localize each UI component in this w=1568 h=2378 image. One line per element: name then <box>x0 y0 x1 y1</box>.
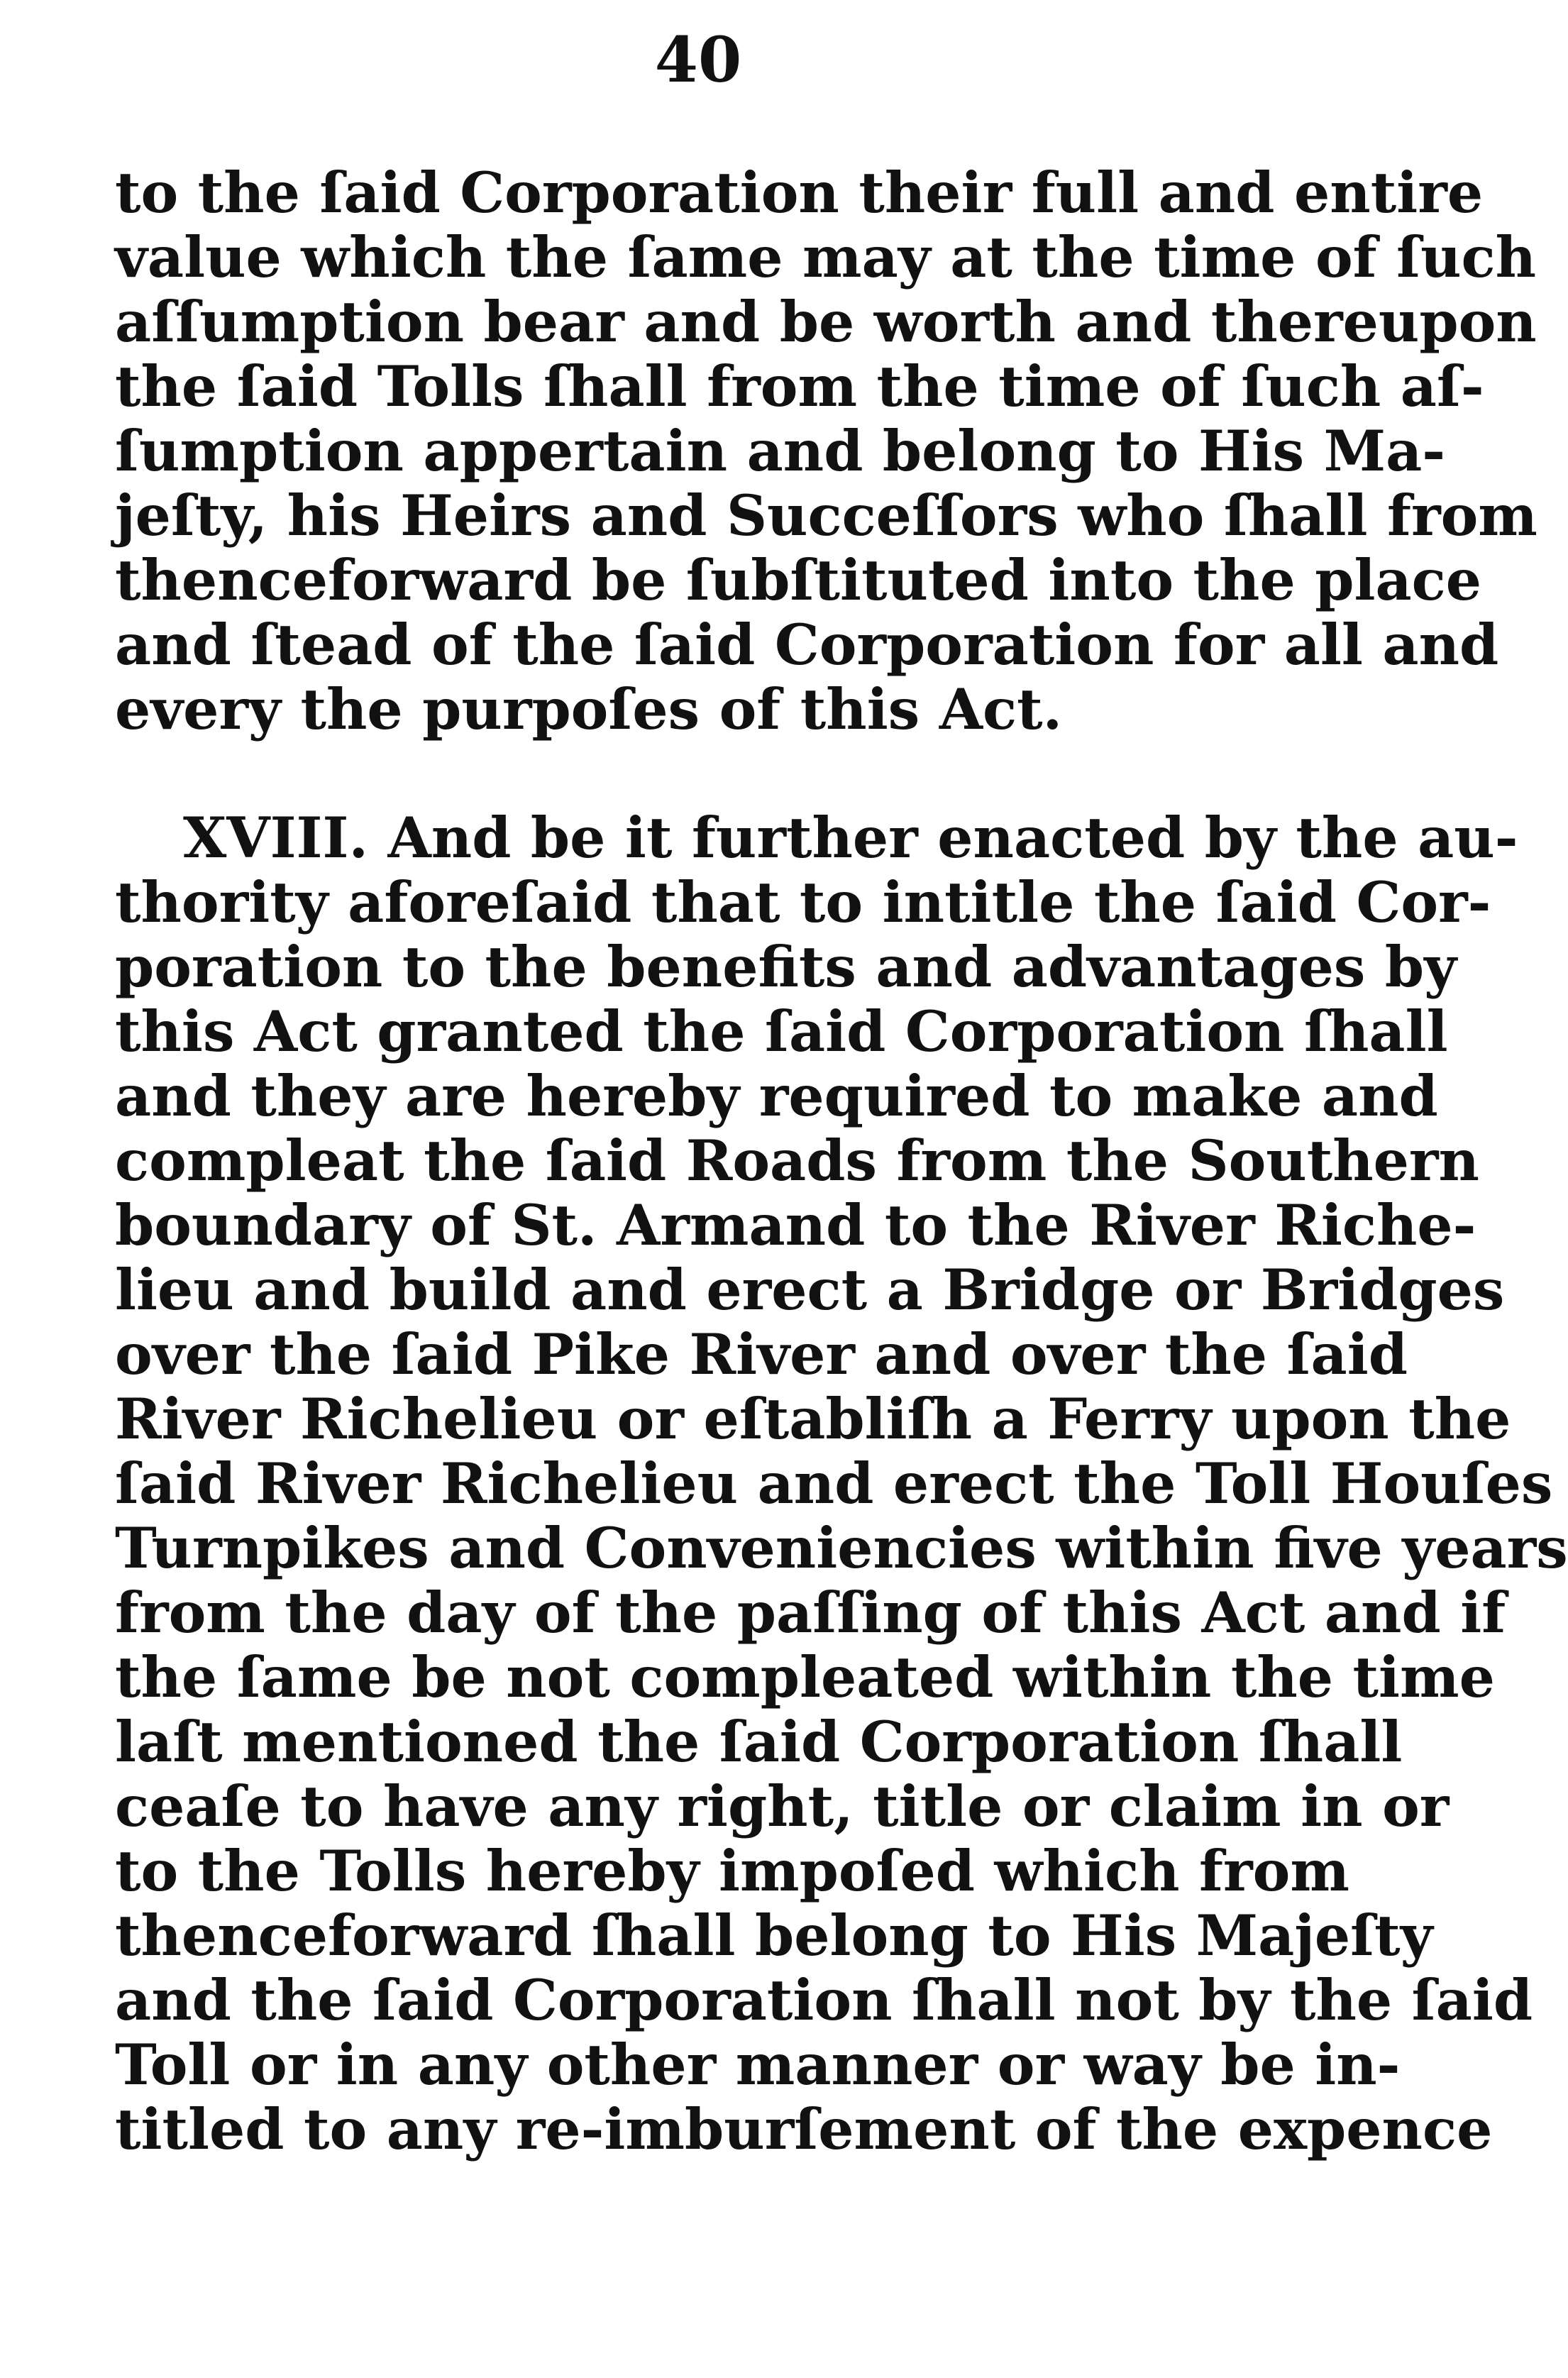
text-line: poration to the benefits and advantages by <box>115 934 1457 1000</box>
text-line: titled to any re-imburſement of the expence <box>115 2096 1493 2162</box>
text-line: every the purpoſes of this Act. <box>115 676 1063 742</box>
text-line: River Richelieu or eſtabliſh a Ferry upon the <box>115 1386 1511 1452</box>
text-line: value which the ſame may at the time of ſuch <box>115 224 1537 290</box>
text-line: and they are hereby required to make and <box>115 1063 1438 1129</box>
text-line: and the ſaid Corporation ſhall not by the ſaid <box>115 1967 1533 2033</box>
section-xviii-paragraph <box>115 805 1568 2162</box>
text-line: compleat the ſaid Roads from the Southern <box>115 1128 1479 1194</box>
text-line: thority aforeſaid that to intitle the ſaid Cor- <box>115 869 1491 935</box>
text-line: jeſty, his Heirs and Succeſſors who ſhall from <box>115 483 1537 549</box>
text-line: Turnpikes and Conveniencies within five years <box>115 1515 1568 1581</box>
text-line: ceaſe to have any right, title or claim in or <box>115 1773 1450 1839</box>
text-line: Toll or in any other manner or way be in- <box>115 2032 1401 2098</box>
text-line: to the ſaid Corporation their full and entire <box>115 160 1484 226</box>
text-line: over the ſaid Pike River and over the ſaid <box>115 1321 1408 1387</box>
text-line: thenceforward ſhall belong to His Majeſty <box>115 1903 1433 1969</box>
text-line: lieu and build and erect a Bridge or Bridges <box>115 1257 1505 1323</box>
text-line: ſaid River Richelieu and erect the Toll Houſes <box>115 1451 1553 1516</box>
text-line: laſt mentioned the ſaid Corporation ſhall <box>115 1709 1403 1775</box>
text-line: the ſame be not compleated within the time <box>115 1644 1495 1710</box>
text-line: the ſaid Tolls ſhall from the time of ſuch aſ- <box>115 353 1484 419</box>
text-line: thenceforward be ſubſtituted into the place <box>115 547 1482 613</box>
text-line: this Act granted the ſaid Corporation ſhall <box>115 998 1448 1064</box>
text-line: from the day of the paſſing of this Act and if <box>115 1580 1506 1646</box>
text-line: and ſtead of the ſaid Corporation for all and <box>115 612 1499 678</box>
text-line: boundary of St. Armand to the River Riche- <box>115 1192 1476 1258</box>
text-line: ſumption appertain and belong to His Ma- <box>115 418 1446 484</box>
text-line: to the Tolls hereby impoſed which from <box>115 1838 1349 1904</box>
text-line: XVIII. And be it further enacted by the au- <box>183 805 1518 871</box>
text-line: aſſumption bear and be worth and thereupon <box>115 289 1537 355</box>
page-number: 40 <box>654 23 742 97</box>
paragraph-continuation <box>115 160 1537 742</box>
